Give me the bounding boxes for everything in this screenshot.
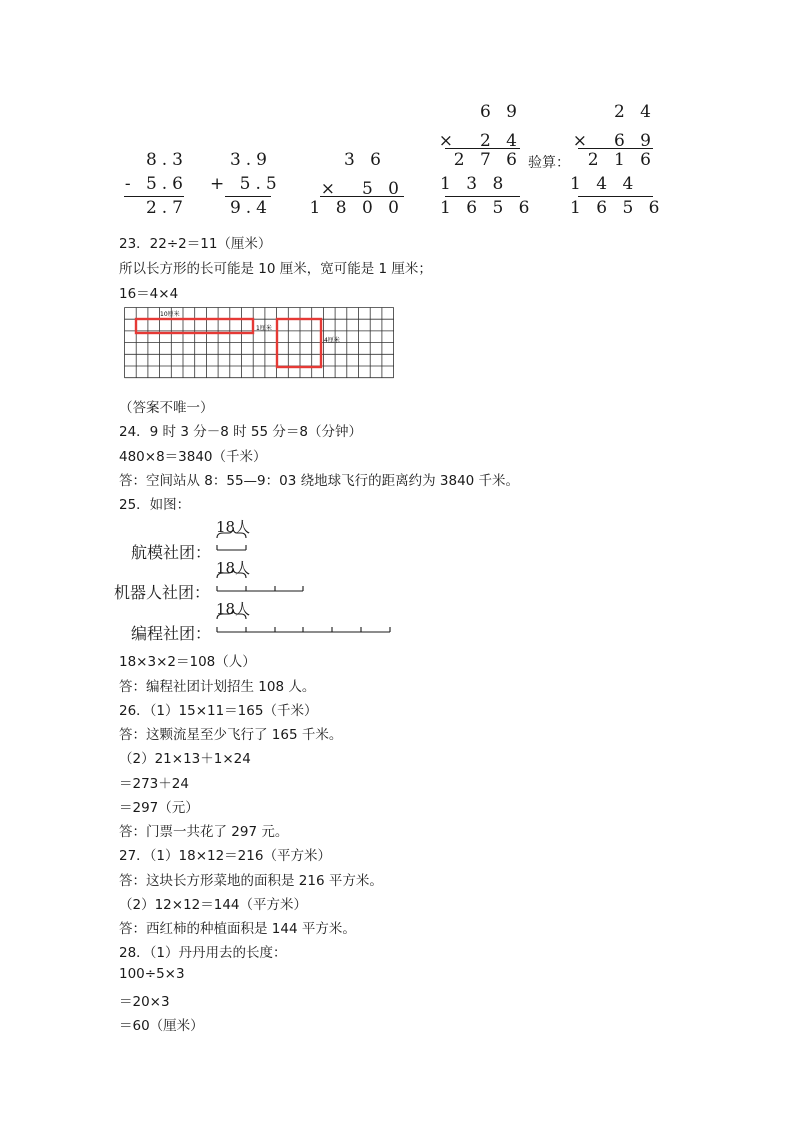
- calc4-rule2: [445, 196, 520, 197]
- brace3: [217, 610, 246, 619]
- q25-line2: 18×3×2＝108（人）: [119, 654, 256, 670]
- calc3-result: 1 8 0 0: [309, 198, 404, 218]
- q27-answer1: 答：这块长方形菜地的面积是 216 平方米。: [119, 873, 383, 889]
- calc1-operand-b: - 5.6: [124, 174, 188, 194]
- club3-count: 18人: [216, 600, 251, 618]
- q26-line4: ＝297（元）: [119, 800, 199, 816]
- club2-label: 机器人社团：: [114, 583, 211, 602]
- q26-answer1: 答：这颗流星至少飞行了 165 千米。: [119, 727, 343, 743]
- label-4cm: 4厘米: [324, 337, 340, 344]
- club1-count: 18人: [216, 518, 251, 536]
- calc3-operand-a: 3 6: [343, 150, 386, 170]
- calc4-rule1: [445, 148, 520, 149]
- q23-grid-figure: [124, 306, 394, 384]
- q26-line2: （2）21×13＋1×24: [119, 751, 251, 767]
- check-label: 验算：: [528, 155, 570, 171]
- q24-answer: 答：空间站从 8：55—9：03 绕地球飞行的距离约为 3840 千米。: [119, 473, 520, 489]
- brace1: [217, 530, 246, 538]
- calc1-result: 2.7: [145, 198, 188, 218]
- q26-line1: 26．（1）15×11＝165（千米）: [119, 703, 318, 719]
- calc5-partial2: 1 4 4: [570, 174, 639, 194]
- calc5-rule2: [578, 196, 653, 197]
- calc1-rule: [124, 196, 184, 197]
- calc5-operand-b: × 6 9: [572, 131, 656, 151]
- square-4x4: [277, 319, 321, 367]
- calc2-operand-b: + 5.5: [210, 174, 282, 194]
- label-10cm: 10厘米: [160, 311, 180, 318]
- q24-line1: 24．9 时 3 分－8 时 55 分＝8（分钟）: [119, 424, 362, 440]
- club2-count: 18人: [216, 559, 251, 577]
- q26-line3: ＝273＋24: [119, 776, 189, 792]
- q28-line2: 100÷5×3: [119, 966, 185, 982]
- calc4-operand-a: 6 9: [479, 102, 522, 122]
- q28-line4: ＝60（厘米）: [119, 1018, 204, 1034]
- calc5-result: 1 6 5 6: [570, 198, 665, 218]
- q28-line3: ＝20×3: [119, 994, 170, 1010]
- calc5-partial1: 2 1 6: [587, 150, 656, 170]
- calc4-partial2: 1 3 8: [440, 174, 509, 194]
- calc4-partial1: 2 7 6: [453, 150, 522, 170]
- label-1cm: 1厘米: [256, 325, 272, 332]
- q23-line2: 所以长方形的长可能是 10 厘米，宽可能是 1 厘米；: [119, 261, 432, 277]
- q26-answer2: 答：门票一共花了 297 元。: [119, 824, 289, 840]
- club1-label: 航模社团：: [131, 543, 212, 562]
- q23-line3: 16＝4×4: [119, 286, 179, 302]
- q24-line2: 480×8＝3840（千米）: [119, 449, 267, 465]
- q28-line1: 28．（1）丹丹用去的长度：: [119, 945, 287, 961]
- q25-line1: 25．如图：: [119, 497, 191, 513]
- calc4-result: 1 6 5 6: [440, 198, 535, 218]
- q27-answer2: 答：西红柿的种植面积是 144 平方米。: [119, 921, 356, 937]
- calc2-rule: [225, 196, 271, 197]
- club3-label: 编程社团：: [131, 624, 212, 643]
- calc2-operand-a: 3.9: [229, 150, 272, 170]
- calc3-rule: [320, 196, 404, 197]
- brace2: [217, 569, 246, 578]
- q27-line1: 27．（1）18×12＝216（平方米）: [119, 848, 331, 864]
- q23-note: （答案不唯一）: [119, 400, 214, 416]
- q25-answer: 答：编程社团计划招生 108 人。: [119, 679, 316, 695]
- calc4-operand-b: × 2 4: [438, 131, 522, 151]
- calc3-operand-b: × 5 0: [320, 179, 404, 199]
- q27-line2: （2）12×12＝144（平方米）: [119, 897, 308, 913]
- calc5-operand-a: 2 4: [613, 102, 656, 122]
- q25-bars: [205, 530, 405, 640]
- calc5-rule1: [578, 148, 653, 149]
- calc1-operand-a: 8.3: [145, 150, 188, 170]
- calc2-result: 9.4: [229, 198, 272, 218]
- q23-line1: 23．22÷2＝11（厘米）: [119, 236, 272, 252]
